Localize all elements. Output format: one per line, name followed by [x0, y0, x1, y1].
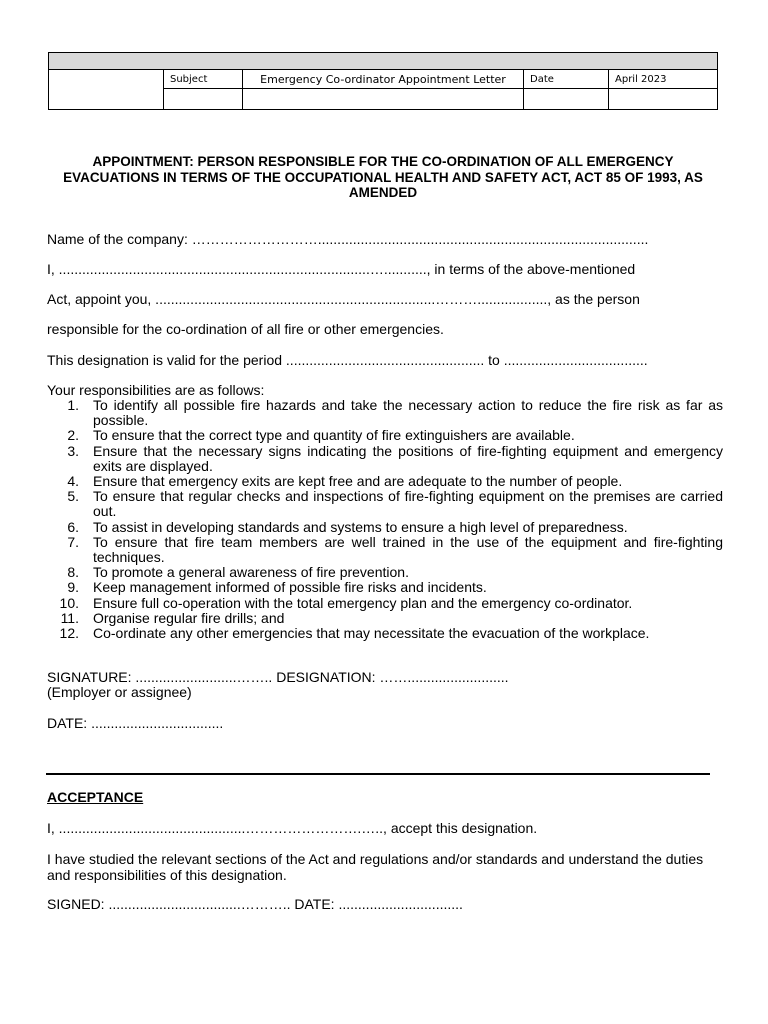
responsibility-text: To ensure that fire team members are well trained in the use of the equipment and fire-fighting techniques. [93, 533, 723, 566]
responsibility-number: 1. [67, 397, 79, 413]
responsibility-number: 5. [67, 488, 79, 505]
subject-value: Emergency Co-ordinator Appointment Letter [243, 70, 524, 89]
appointee-line: Act, appoint you, ........................................................................……….................., as the person [47, 291, 640, 307]
responsibilities-list [47, 398, 723, 641]
acceptance-heading: ACCEPTANCE [47, 789, 144, 805]
responsibility-text: To ensure that the correct type and quantity of fire extinguishers are available. [93, 427, 575, 444]
responsibility-item [47, 535, 723, 565]
date-label: Date [524, 70, 609, 89]
company-name-line: Name of the company: ………………………..................................................................................... [47, 231, 649, 247]
responsibility-item [47, 474, 723, 489]
signature-line: SIGNATURE: ..........................…….. DESIGNATION: …….......................... [47, 669, 509, 685]
responsibility-item [47, 565, 723, 580]
document-title: APPOINTMENT: PERSON RESPONSIBLE FOR THE CO-ORDINATION OF ALL EMERGENCY EVACUATIONS IN TERMS OF THE OCCUPATIONAL HEALTH AND SAFETY ACT, ACT 85 OF 1993, AS AMENDED [63, 154, 703, 200]
header-empty-cell [243, 89, 524, 110]
responsibility-text: To promote a general awareness of fire prevention. [93, 564, 409, 581]
responsibility-item [47, 428, 723, 443]
responsibility-item [47, 489, 723, 519]
document-header-table [48, 52, 718, 110]
responsibility-number: 2. [67, 427, 79, 444]
responsibility-item [47, 580, 723, 595]
responsibility-statement: responsible for the co-ordination of all fire or other emergencies. [47, 321, 444, 337]
responsibility-number: 12. [59, 625, 79, 642]
responsibility-text: To assist in developing standards and systems to ensure a high level of preparedness. [93, 518, 628, 535]
responsibility-number: 9. [67, 579, 79, 596]
responsibility-text: Ensure that emergency exits are kept free and are adequate to the number of people. [93, 473, 623, 490]
validity-period-line: This designation is valid for the period ................................................... to ..................................... [47, 352, 648, 368]
responsibility-text: Organise regular fire drills; and [93, 609, 285, 626]
responsibility-text: Ensure full co-operation with the total emergency plan and the emergency co-ordinator. [93, 594, 633, 611]
header-empty-cell [164, 89, 243, 110]
acceptance-statement: I have studied the relevant sections of the Act and regulations and/or standards and understand the duties and responsibilities of this designation. [47, 851, 704, 883]
section-divider [46, 773, 710, 775]
responsibility-item [47, 398, 723, 428]
employer-note: (Employer or assignee) [47, 684, 192, 700]
responsibility-text: To ensure that regular checks and inspections of fire-fighting equipment on the premises are carried out. [93, 488, 723, 520]
date-line: DATE: .................................. [47, 715, 224, 731]
responsibility-item [47, 520, 723, 535]
appointer-line: I, ................................................................................…..........., in terms of the above-mentioned [47, 261, 636, 277]
responsibility-item [47, 626, 723, 641]
responsibility-number: 4. [67, 473, 79, 490]
header-shaded-cell [49, 53, 718, 70]
responsibility-text: Co-ordinate any other emergencies that may necessitate the evacuation of the workplace. [93, 625, 650, 642]
header-shaded-row [49, 53, 718, 70]
responsibility-number: 11. [60, 609, 79, 626]
responsibility-number: 3. [67, 442, 79, 459]
responsibility-item [47, 596, 723, 611]
header-logo-cell [49, 70, 164, 110]
responsibility-number: 8. [67, 564, 79, 581]
responsibility-item [47, 444, 723, 474]
responsibility-text: To identify all possible fire hazards and take the necessary action to reduce the fire risk as far as possible. [93, 397, 723, 429]
responsibility-item [47, 611, 723, 626]
header-empty-cell [524, 89, 609, 110]
header-subject-row [49, 70, 718, 89]
responsibility-text: Ensure that the necessary signs indicating the positions of fire-fighting equipment and emergency exits are displayed. [93, 442, 723, 474]
signed-line: SIGNED: ..................................……….. DATE: ................................ [47, 896, 463, 912]
responsibilities-intro: Your responsibilities are as follows: [47, 382, 265, 398]
responsibility-text: Keep management informed of possible fire risks and incidents. [93, 579, 487, 596]
responsibility-number: 6. [67, 518, 79, 535]
responsibility-number: 10. [59, 594, 79, 611]
date-value: April 2023 [609, 70, 718, 89]
header-empty-cell [609, 89, 718, 110]
acceptance-line: I, ................................................…………………….….., accept this designation. [47, 820, 538, 836]
responsibility-number: 7. [67, 533, 79, 550]
subject-label: Subject [164, 70, 243, 89]
